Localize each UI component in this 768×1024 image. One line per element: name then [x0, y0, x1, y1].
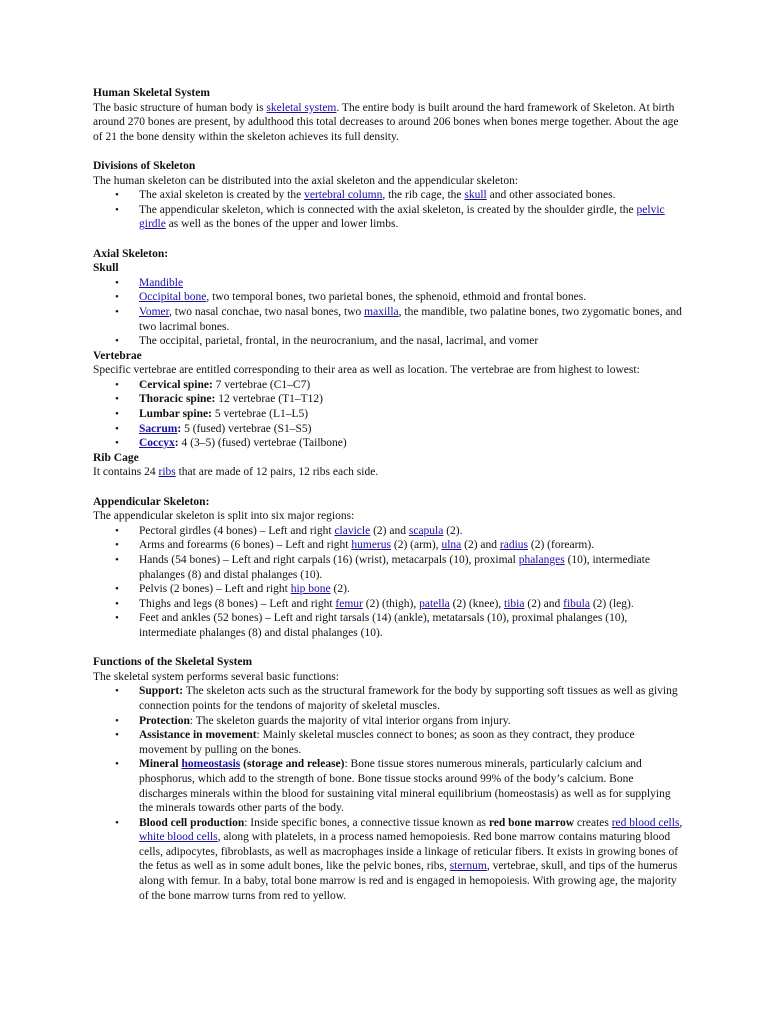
text: Thighs and legs (8 bones) – Left and right: [139, 597, 336, 610]
list-item: [93, 422, 683, 437]
section-title-axial: Axial Skeleton:: [93, 247, 169, 260]
subsection-title-vertebrae: Vertebrae: [93, 349, 142, 362]
bold-term: red bone marrow: [488, 816, 575, 829]
bold-term: Blood cell production: [139, 816, 245, 829]
link-red-blood-cells[interactable]: red blood cells: [611, 816, 680, 829]
link-maxilla[interactable]: maxilla: [364, 305, 399, 318]
text: 12 vertebrae (T1–T12): [215, 393, 323, 406]
link-tibia[interactable]: tibia: [504, 597, 525, 610]
text: 5 (fused) vertebrae (S1–S5): [181, 422, 312, 435]
intro-paragraph: [93, 101, 683, 145]
link-homeostasis[interactable]: homeostasis: [181, 758, 241, 771]
bold-term: Thoracic spine:: [139, 393, 216, 406]
link-femur[interactable]: femur: [335, 597, 363, 610]
functions-list: [93, 684, 683, 903]
list-item: • Feet and ankles (52 bones) – Left and right tarsals (14) (ankle), metatarsals (10), proximal phalanges (10), intermediate phalanges (8) and distal phalanges (10).: [93, 611, 683, 640]
section-title-human-skeletal-system: Human Skeletal System: [93, 87, 210, 99]
text: (2) (arm),: [390, 539, 442, 552]
list-item: [93, 276, 683, 291]
text: The axial skeleton is created by the: [139, 189, 305, 202]
functions-paragraph: The skeletal system performs several basic functions:: [93, 670, 339, 683]
bold-term: Support:: [139, 685, 184, 698]
list-item: [93, 684, 683, 713]
link-mandible[interactable]: Mandible: [139, 276, 184, 289]
list-item: [93, 714, 683, 729]
list-item: [93, 524, 683, 539]
text: and other associated bones.: [486, 189, 616, 202]
list-item: [93, 597, 683, 612]
list-item: [93, 378, 683, 393]
text: (2) (leg).: [589, 597, 634, 610]
text: , along with platelets, in a process named hemopoiesis. Red bone marrow contains maturing blood cells, adipocytes, fibroblasts, as well as macrophages inside a linkage of reticular fibers. It exists in growing bones of the fetus as well as in some adult bones, like the pelvic bones, ribs,: [139, 831, 679, 873]
list-item: [93, 816, 683, 904]
text: , the mandible, two palatine bones, two zygomatic bones, and two lacrimal bones.: [139, 305, 682, 333]
text: (2) (thigh),: [362, 597, 420, 610]
bold-term: (storage and release): [240, 758, 345, 771]
colon: :: [177, 422, 182, 435]
link-ulna[interactable]: ulna: [441, 539, 462, 552]
text: (2).: [443, 524, 463, 537]
section-title-divisions: Divisions of Skeleton: [93, 159, 196, 172]
text: creates: [574, 816, 612, 829]
list-item: [93, 538, 683, 553]
text: : Inside specific bones, a connective tissue known as: [244, 816, 489, 829]
text: as well as the bones of the upper and lower limbs.: [165, 218, 399, 231]
text: (2) and: [370, 524, 409, 537]
text: : Mainly skeletal muscles connect to bones; as soon as they contract, they produce movement by pulling on the bones.: [139, 729, 635, 756]
text: 5 vertebrae (L1–L5): [211, 408, 309, 421]
list-item: [93, 728, 683, 757]
text: ,: [679, 816, 683, 829]
link-skeletal-system[interactable]: skeletal system: [266, 101, 337, 114]
text: 7 vertebrae (C1–C7): [212, 378, 311, 391]
link-fibula[interactable]: fibula: [563, 597, 590, 610]
appendicular-paragraph: The appendicular skeleton is split into six major regions:: [93, 510, 355, 523]
skull-list: [93, 276, 683, 349]
section-title-appendicular: Appendicular Skeleton:: [93, 495, 210, 508]
text: 4 (3–5) (fused) vertebrae (Tailbone): [178, 437, 347, 450]
bold-term: Mineral: [139, 758, 182, 771]
text: Arms and forearms (6 bones) – Left and right: [139, 539, 352, 552]
link-skull[interactable]: skull: [464, 189, 487, 202]
text: , two nasal conchae, two nasal bones, two: [169, 305, 365, 318]
link-white-blood-cells[interactable]: white blood cells: [139, 831, 218, 844]
link-vomer[interactable]: Vomer: [139, 305, 169, 318]
list-item: [93, 188, 683, 203]
vertebrae-list: [93, 378, 683, 451]
link-coccyx[interactable]: Coccyx: [139, 437, 175, 450]
section-title-functions: Functions of the Skeletal System: [93, 656, 253, 669]
list-item: [93, 305, 683, 334]
divisions-list: [93, 188, 683, 232]
text: (10), intermediate phalanges (8) and distal phalanges (10).: [139, 554, 650, 581]
subsection-title-skull: Skull: [93, 262, 119, 275]
text: The appendicular skeleton, which is connected with the axial skeleton, is created by the shoulder girdle, the: [139, 203, 637, 216]
list-item: [93, 290, 683, 305]
text: . The entire body is built around the hard framework of Skeleton. At birth around 270 bones are present, by adulthood this total decreases to around 206 bones when bones merge together. About the age of 21 the bone density within the skeleton achieves its full density.: [93, 101, 679, 143]
link-occipital-bone[interactable]: Occipital bone: [139, 291, 207, 304]
text: (2) (knee),: [449, 597, 505, 610]
link-radius[interactable]: radius: [499, 539, 528, 552]
text: Pelvis (2 bones) – Left and right: [139, 583, 291, 596]
text: : The skeleton guards the majority of vital interior organs from injury.: [189, 714, 511, 727]
list-item: [93, 407, 683, 422]
list-item: [93, 757, 683, 815]
bold-term: Protection: [139, 714, 190, 727]
text: Hands (54 bones) – Left and right carpals (16) (wrist), metacarpals (10), proximal: [139, 554, 519, 566]
rib-cage-paragraph: [93, 465, 683, 480]
list-item: [93, 436, 683, 451]
text: (2).: [330, 583, 350, 596]
text: : Bone tissue stores numerous minerals, particularly calcium and phosphorus, which add to the strength of bone. Bone tissue stocks around 99% of the body’s calcium. Bone discharges minerals within the blood for sustaining vital mineral equilibrium (homeostasis) as well as for supplying the minerals towards other parts of the body.: [139, 758, 671, 815]
link-ribs[interactable]: ribs: [158, 466, 176, 479]
list-item: [93, 392, 683, 407]
text: The skeleton acts such as the structural framework for the body by supporting soft tissues as well as giving connection points for the tendons of majority of skeletal muscles.: [139, 685, 678, 712]
list-item: [93, 553, 683, 582]
vertebrae-paragraph: Specific vertebrae are entitled corresponding to their area as well as location. The vertebrae are from highest to lowest:: [93, 364, 640, 377]
link-humerus[interactable]: humerus: [351, 539, 391, 552]
colon: :: [174, 437, 179, 450]
text: (2) and: [461, 539, 500, 552]
bold-term: Lumbar spine:: [139, 408, 212, 421]
list-item: [93, 203, 683, 232]
link-clavicle[interactable]: clavicle: [334, 524, 371, 537]
list-item: • The occipital, parietal, frontal, in the neurocranium, and the nasal, lacrimal, and vomer: [93, 334, 683, 349]
list-item: [93, 582, 683, 597]
link-sternum[interactable]: sternum: [449, 860, 487, 873]
text: , vertebrae, skull, and tips of the humerus along with femur. In a baby, total bone marrow is red and is engaged in hemopoiesis. With growing age, the majority of the bone marrow turns from red to yellow.: [139, 860, 678, 902]
link-hip-bone[interactable]: hip bone: [290, 583, 331, 596]
link-scapula[interactable]: scapula: [408, 524, 444, 537]
subsection-title-rib-cage: Rib Cage: [93, 451, 139, 464]
appendicular-list: [93, 524, 683, 641]
text: , two temporal bones, two parietal bones, the sphenoid, ethmoid and frontal bones.: [206, 291, 587, 304]
bold-term: Cervical spine:: [139, 378, 213, 391]
divisions-paragraph: The human skeleton can be distributed into the axial skeleton and the appendicular skeleton:: [93, 174, 519, 187]
link-sacrum[interactable]: Sacrum: [139, 422, 178, 435]
text: that are made of 12 pairs, 12 ribs each side.: [175, 466, 379, 479]
bold-term: Assistance in movement: [139, 729, 257, 742]
document-body: [93, 86, 683, 903]
link-pelvic-girdle[interactable]: pelvic girdle: [139, 203, 665, 231]
text: It contains 24: [93, 466, 159, 479]
link-phalanges[interactable]: phalanges: [518, 554, 565, 566]
text: (2) and: [524, 597, 564, 610]
text: Pectoral girdles (4 bones) – Left and right: [139, 524, 335, 537]
text: The basic structure of human body is: [93, 101, 267, 114]
link-vertebral-column[interactable]: vertebral column: [304, 189, 383, 202]
text: (2) (forearm).: [528, 539, 595, 552]
link-patella[interactable]: patella: [419, 597, 450, 610]
text: , the rib cage, the: [382, 189, 465, 202]
